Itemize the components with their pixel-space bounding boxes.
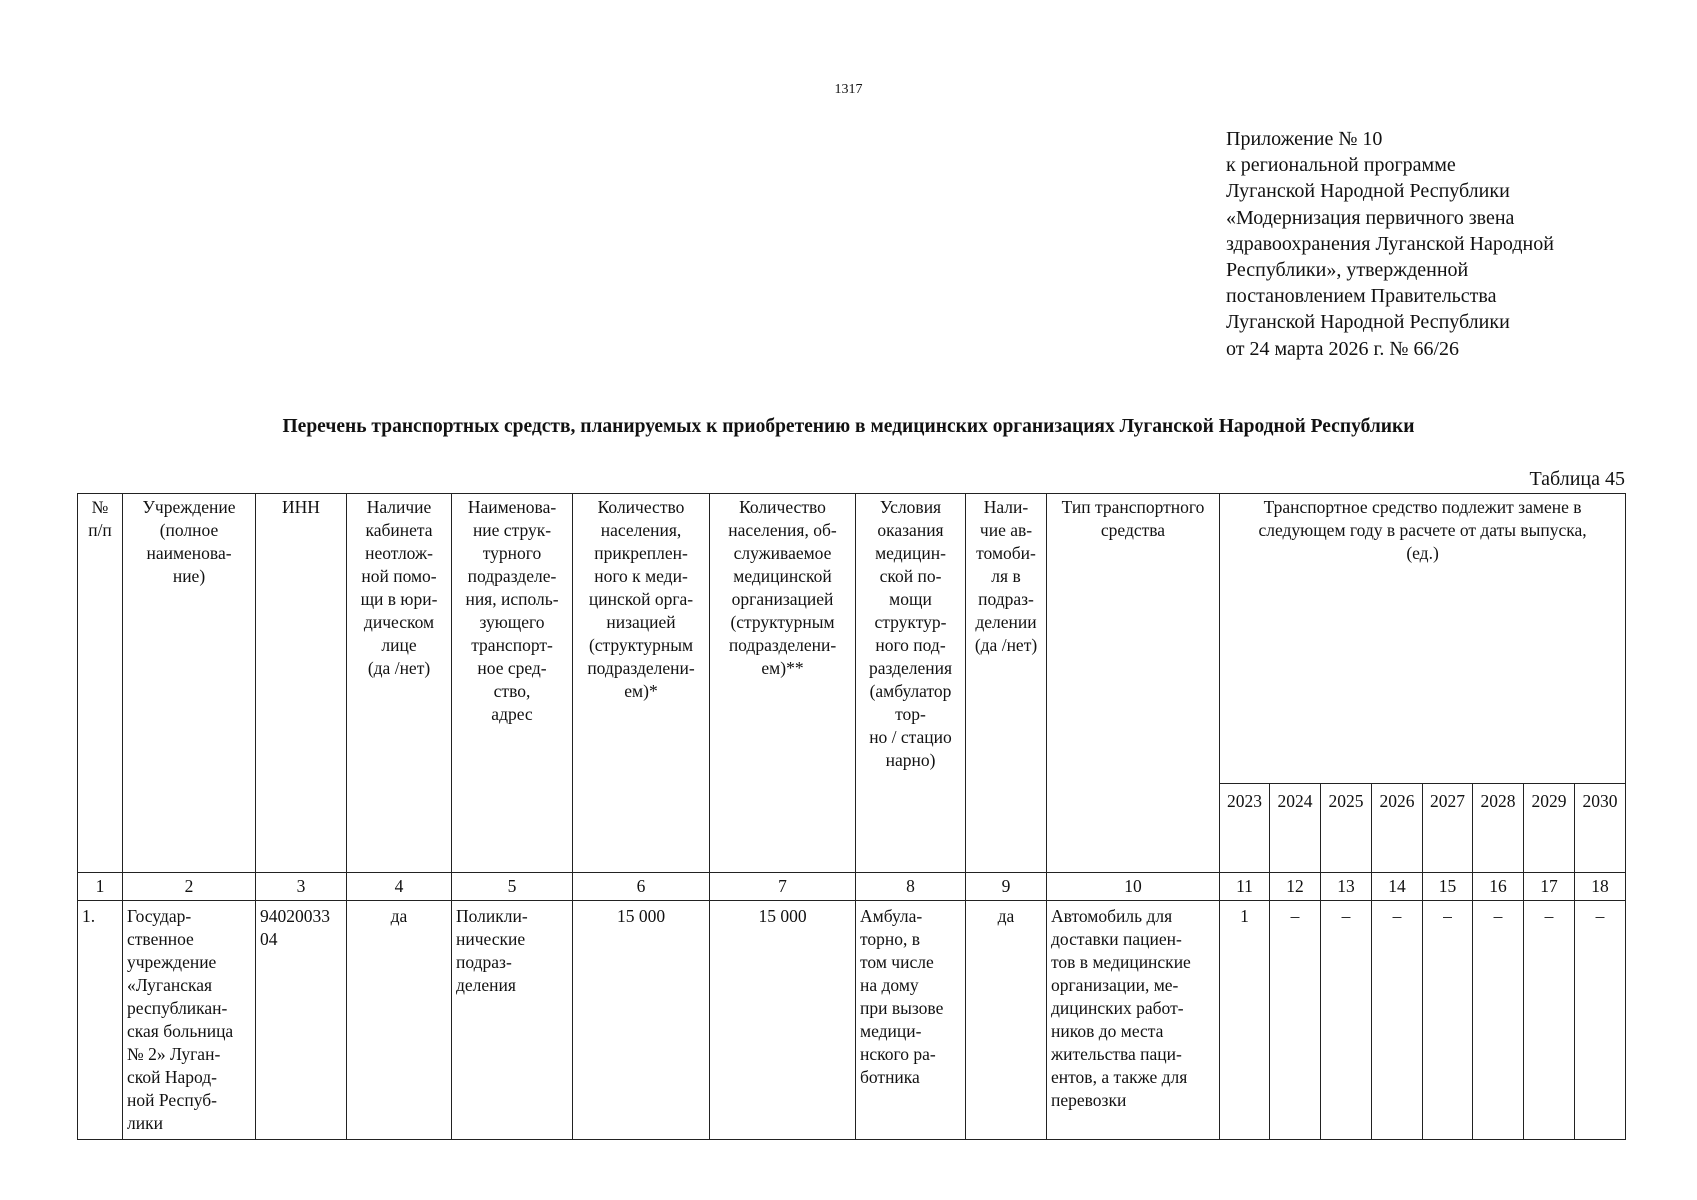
- appendix-line: «Модернизация первичного звена: [1226, 206, 1515, 229]
- year-cell: 2026: [1372, 784, 1423, 873]
- column-number: 13: [1321, 873, 1372, 901]
- row-inn: 94020033 04: [256, 901, 347, 1140]
- row-year-value: –: [1270, 901, 1321, 1140]
- column-number: 12: [1270, 873, 1321, 901]
- row-year-value: –: [1423, 901, 1473, 1140]
- column-number: 10: [1047, 873, 1220, 901]
- year-cell: 2024: [1270, 784, 1321, 873]
- row-num: 1.: [78, 901, 123, 1140]
- row-year-value: 1: [1220, 901, 1270, 1140]
- row-served-population: 15 000: [710, 901, 856, 1140]
- row-car-available: да: [966, 901, 1047, 1140]
- column-number: 2: [123, 873, 256, 901]
- appendix-line: Республики», утвержденной: [1226, 259, 1469, 282]
- header-cell-inn: ИНН: [256, 494, 347, 873]
- row-institution: Государ- ственное учреждение «Луганская республикан- ская больница № 2» Луган- ской Народ- ной Респуб- лики: [123, 901, 256, 1140]
- year-cell: 2023: [1220, 784, 1270, 873]
- row-year-value: –: [1321, 901, 1372, 1140]
- column-number: 3: [256, 873, 347, 901]
- header-cell-institution: Учреждение (полное наименова- ние): [123, 494, 256, 873]
- document-title: Перечень транспортных средств, планируемых к приобретению в медицинских организациях Луганской Народной Республики: [282, 416, 1415, 437]
- column-number: 9: [966, 873, 1047, 901]
- column-number: 6: [573, 873, 710, 901]
- row-subdivision: Поликли- нические подраз- деления: [452, 901, 573, 1140]
- header-cell-subdivision: Наименова- ние струк- турного подразделе- ния, исполь- зующего транспорт- ное сред- ство, адрес: [452, 494, 573, 873]
- year-cell: 2027: [1423, 784, 1473, 873]
- appendix-line: Луганской Народной Республики: [1226, 311, 1510, 334]
- appendix-line: Приложение № 10: [1226, 128, 1383, 150]
- column-number: 1: [78, 873, 123, 901]
- page-number: 1317: [834, 82, 863, 97]
- column-number: 7: [710, 873, 856, 901]
- header-cell-attached-population: Количество населения, прикреплен- ного к меди- цинской орга- низацией (структурным подразделени- ем)*: [573, 494, 710, 873]
- row-urgent-cabinet: да: [347, 901, 452, 1140]
- row-conditions: Амбула- торно, в том числе на дому при вызове медици- нского ра- ботника: [856, 901, 966, 1140]
- header-cell-vehicle-type: Тип транспортного средства: [1047, 494, 1220, 873]
- year-cell: 2029: [1524, 784, 1575, 873]
- row-year-value: –: [1524, 901, 1575, 1140]
- column-number: 14: [1372, 873, 1423, 901]
- row-year-value: –: [1575, 901, 1626, 1140]
- header-cell-car-available: Нали- чие ав- томоби- ля в подраз- делении (да /нет): [966, 494, 1047, 873]
- appendix-line: постановлением Правительства: [1226, 285, 1497, 308]
- row-year-value: –: [1372, 901, 1423, 1140]
- appendix-line: от 24 марта 2026 г. № 66/26: [1226, 337, 1460, 360]
- header-cell-urgent-cabinet: Наличие кабинета неотлож- ной помо- щи в юри- дическом лице (да /нет): [347, 494, 452, 873]
- table-label: Таблица 45: [1529, 468, 1625, 490]
- column-number: 15: [1423, 873, 1473, 901]
- column-number: 5: [452, 873, 573, 901]
- appendix-line: к региональной программе: [1226, 154, 1456, 177]
- year-cell: 2028: [1473, 784, 1524, 873]
- year-cell: 2030: [1575, 784, 1626, 873]
- header-cell-served-population: Количество населения, об- служиваемое медицинской организацией (структурным подразделени- ем)**: [710, 494, 856, 873]
- column-number: 16: [1473, 873, 1524, 901]
- header-cell-conditions: Условия оказания медицин- ской по- мощи структур- ного под- разделения (амбулатор тор- но / стацио нарно): [856, 494, 966, 873]
- column-number: 11: [1220, 873, 1270, 901]
- header-cell-num: № п/п: [78, 494, 123, 873]
- column-number: 17: [1524, 873, 1575, 901]
- row-year-value: –: [1473, 901, 1524, 1140]
- column-number: 8: [856, 873, 966, 901]
- table-row: [78, 901, 1626, 1140]
- column-number-row: [78, 873, 1626, 901]
- year-cell: 2025: [1321, 784, 1372, 873]
- appendix-line: Луганской Народной Республики: [1226, 180, 1510, 203]
- vehicles-table: [77, 493, 1626, 1140]
- column-number: 4: [347, 873, 452, 901]
- header-row: [78, 494, 1626, 784]
- row-attached-population: 15 000: [573, 901, 710, 1140]
- row-vehicle-type: Автомобиль для доставки пациен- тов в медицинские организации, ме- дицинских работ- ников до места жительства паци- ентов, а также для перевозки: [1047, 901, 1220, 1140]
- appendix-header: [1226, 126, 1666, 362]
- header-cell-replacement: Транспортное средство подлежит замене в следующем году в расчете от даты выпуска, (ед.): [1220, 494, 1626, 784]
- column-number: 18: [1575, 873, 1626, 901]
- appendix-line: здравоохранения Луганской Народной: [1226, 232, 1554, 255]
